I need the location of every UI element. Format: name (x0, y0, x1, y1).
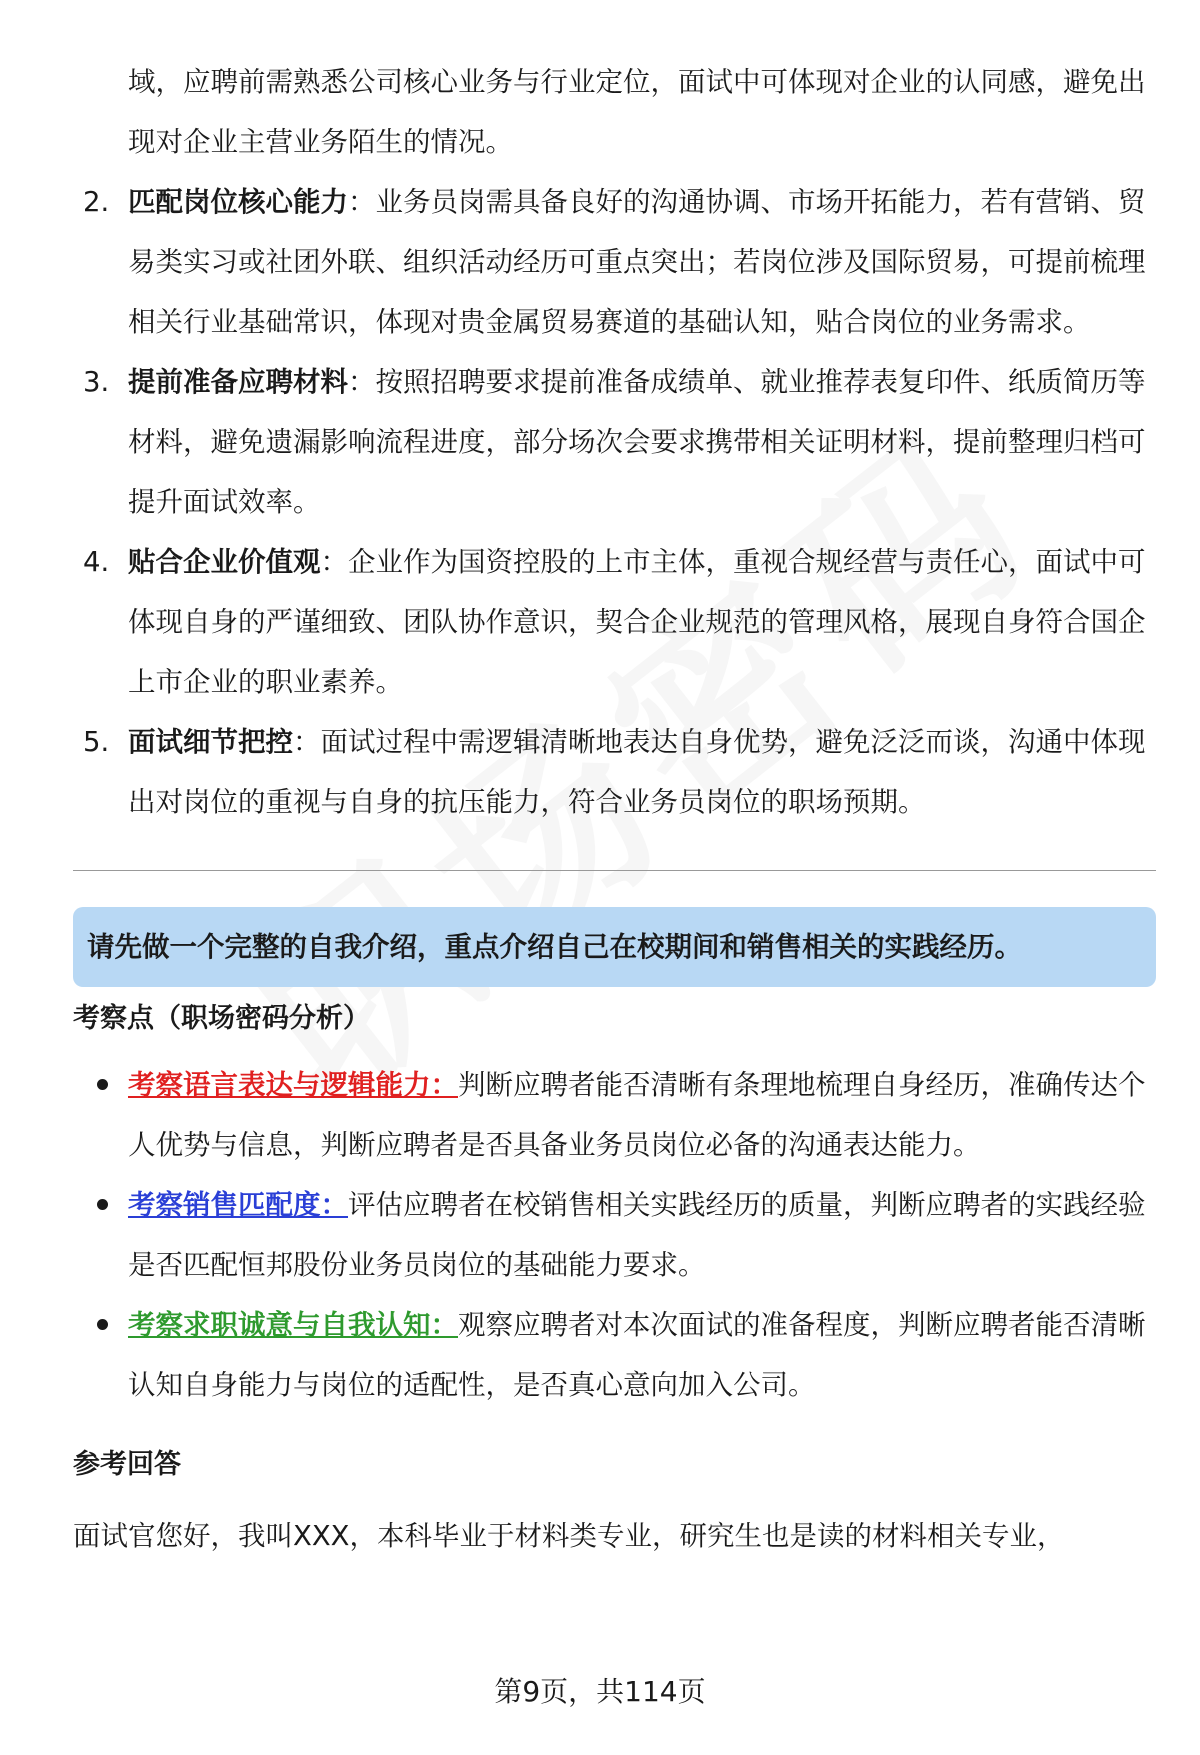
tip-body: ：按照招聘要求提前准备成绩单、就业推荐表复印件、纸质简历等材料，避免遗漏影响流程进度，部分场次会要求携带相关证明材料，提前整理归档可提升面试效率。 (128, 366, 1146, 518)
tip-item-4 (73, 532, 1156, 712)
tip-title: 贴合企业价值观 (128, 546, 321, 578)
point-label: 考察求职诚意与自我认知： (128, 1309, 458, 1341)
section-divider (73, 870, 1156, 871)
tip-number: 4. (83, 546, 110, 578)
tip-title: 提前准备应聘材料 (128, 366, 348, 398)
tip-item-5 (73, 712, 1156, 832)
analysis-points (73, 1055, 1156, 1415)
tip-item-2 (73, 172, 1156, 352)
bullet-icon (97, 1079, 108, 1090)
analysis-point (73, 1055, 1156, 1175)
interview-question: 请先做一个完整的自我介绍，重点介绍自己在校期间和销售相关的实践经历。 (73, 907, 1156, 987)
tip-title: 面试细节把控 (128, 726, 293, 758)
tip-body: ：面试过程中需逻辑清晰地表达自身优势，避免泛泛而谈，沟通中体现出对岗位的重视与自身的抗压能力，符合业务员岗位的职场预期。 (128, 726, 1146, 818)
point-label: 考察语言表达与逻辑能力： (128, 1069, 458, 1101)
point-body: 判断应聘者能否清晰有条理地梳理自身经历，准确传达个人优势与信息，判断应聘者是否具备业务员岗位必备的沟通表达能力。 (128, 1069, 1146, 1161)
page-footer: 第9页，共114页 (494, 1675, 706, 1708)
analysis-point (73, 1175, 1156, 1295)
step-1-continuation: 域，应聘前需熟悉公司核心业务与行业定位，面试中可体现对企业的认同感，避免出现对企业主营业务陌生的情况。 (128, 66, 1146, 158)
bullet-icon (97, 1199, 108, 1210)
point-body: 观察应聘者对本次面试的准备程度，判断应聘者能否清晰认知自身能力与岗位的适配性，是否真心意向加入公司。 (128, 1309, 1146, 1401)
tip-number: 5. (83, 726, 110, 758)
tips-list (73, 172, 1156, 832)
point-label: 考察销售匹配度： (128, 1189, 348, 1221)
analysis-heading: 考察点（职场密码分析） (73, 1003, 370, 1034)
tip-title: 匹配岗位核心能力 (128, 186, 348, 218)
reference-heading: 参考回答 (73, 1449, 181, 1480)
tip-item-3 (73, 352, 1156, 532)
point-body: 评估应聘者在校销售相关实践经历的质量，判断应聘者的实践经验是否匹配恒邦股份业务员岗位的基础能力要求。 (128, 1189, 1146, 1281)
tip-number: 3. (83, 366, 110, 398)
tip-number: 2. (83, 186, 110, 218)
reference-answer: 面试官您好，我叫XXX，本科毕业于材料类专业，研究生也是读的材料相关专业， (73, 1520, 1065, 1552)
tip-body: ：业务员岗需具备良好的沟通协调、市场开拓能力，若有营销、贸易类实习或社团外联、组织活动经历可重点突出；若岗位涉及国际贸易，可提前梳理相关行业基础常识，体现对贵金属贸易赛道的基础认知，贴合岗位的业务需求。 (128, 186, 1146, 338)
analysis-point (73, 1295, 1156, 1415)
bullet-icon (97, 1319, 108, 1330)
tip-body: ：企业作为国资控股的上市主体，重视合规经营与责任心，面试中可体现自身的严谨细致、团队协作意识，契合企业规范的管理风格，展现自身符合国企上市企业的职业素养。 (128, 546, 1146, 698)
page-content (73, 52, 1156, 1561)
